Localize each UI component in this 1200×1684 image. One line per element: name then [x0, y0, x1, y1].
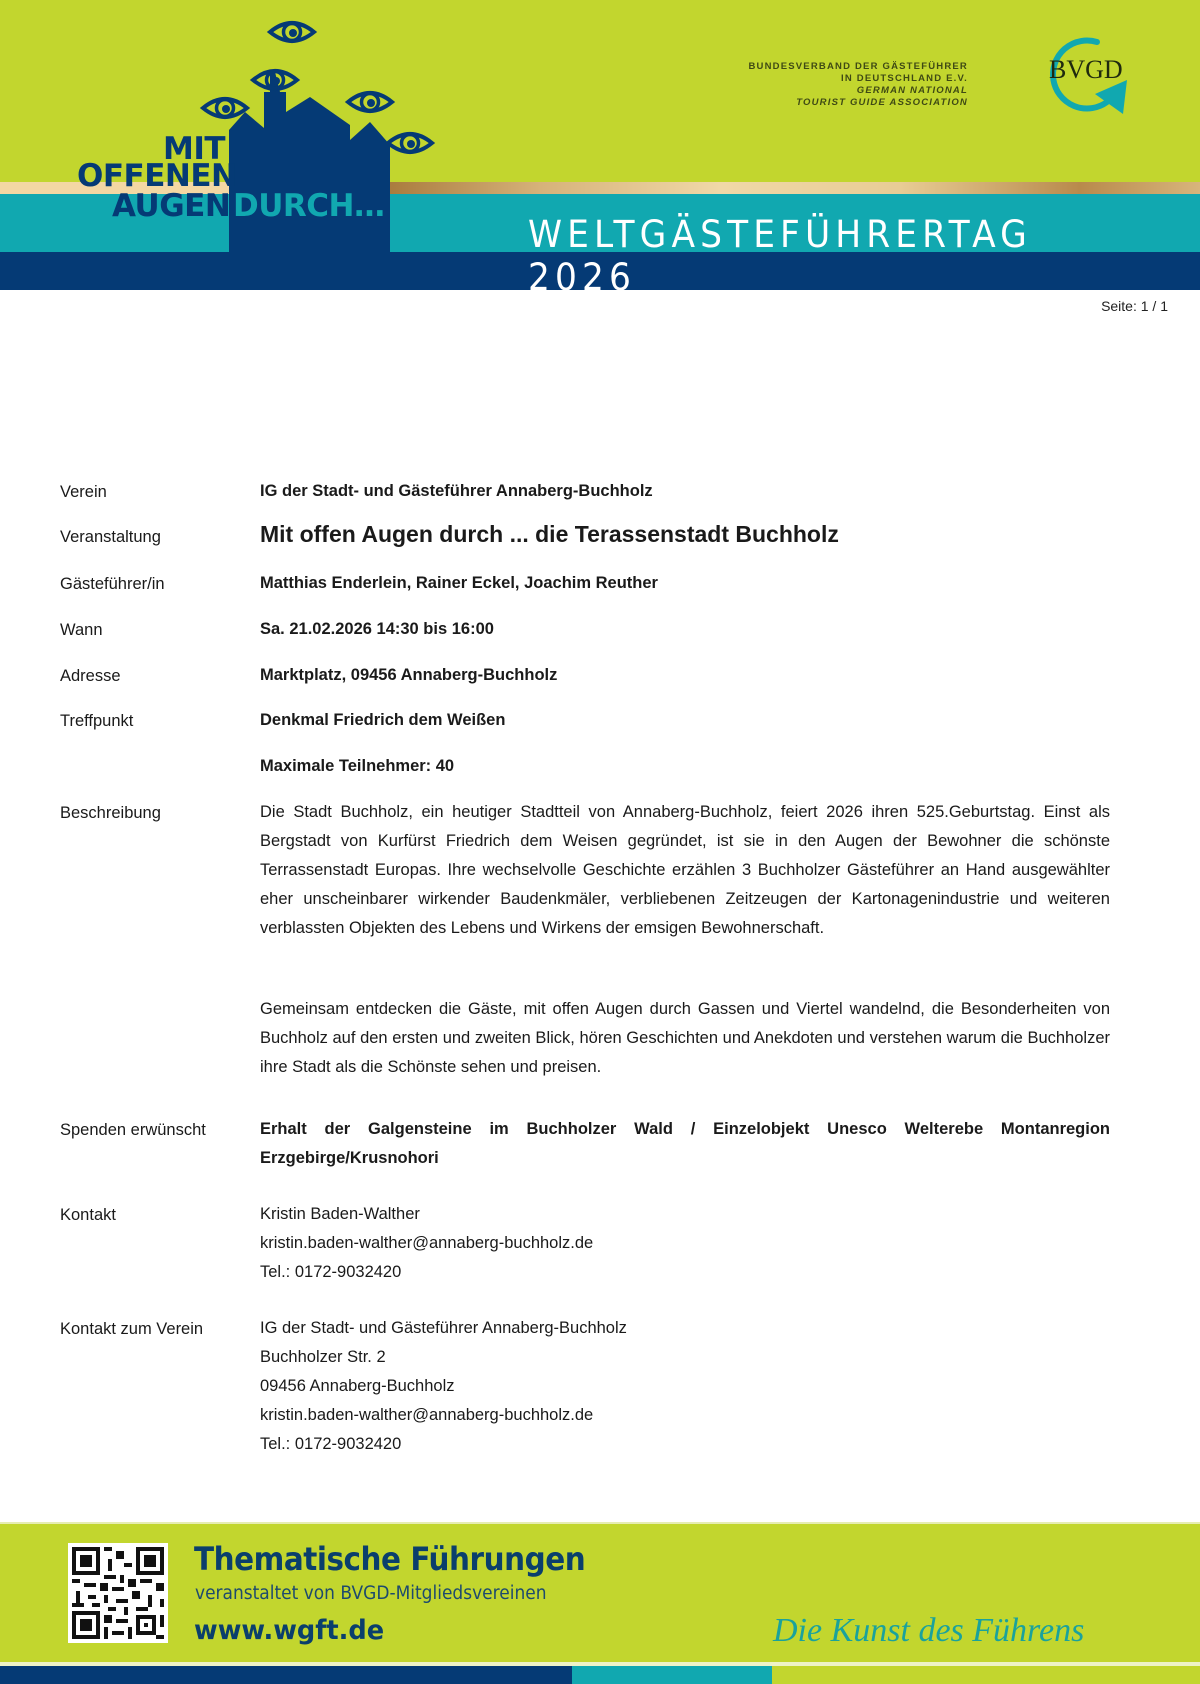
contact-name: Kristin Baden-Walther	[260, 1205, 420, 1223]
value-wann: Sa. 21.02.2026 14:30 bis 16:00	[260, 620, 494, 638]
description-paragraph-1: Die Stadt Buchholz, ein heutiger Stadtteil von Annaberg-Buchholz, feiert 2026 ihren 525.Geburtstag. Einst als Bergstadt von Kurfürst Friedrich dem Weisen gegründet, ist sie in den Augen der Bewohner die schönste Terrassenstadt Europas. Ihre wechselvolle Geschichte erzählen 3 Buchholzer Gästeführer an Hand ausgewählter eher unscheinbarer wirkender Baudenkmäler, verbliebenen Zeitzeugen der Kartonagenindustrie und weiteren verblassten Objekten des Lebens und Wirkens der emsigen Bewohnerschaft.	[260, 803, 1110, 937]
label-wann: Wann	[60, 621, 103, 639]
label-spenden: Spenden erwünscht	[60, 1121, 206, 1139]
value-kontakt-verein	[260, 1314, 1110, 1459]
value-adresse: Marktplatz, 09456 Annaberg-Buchholz	[260, 666, 558, 684]
footer-title: Thematische Führungen	[194, 1540, 586, 1578]
club-email-link[interactable]: kristin.baden-walther@annaberg-buchholz.de	[260, 1406, 594, 1424]
footer-bar-lime	[772, 1666, 1200, 1684]
svg-text:BVGD: BVGD	[1049, 55, 1123, 84]
contact-email-link[interactable]: kristin.baden-walther@annaberg-buchholz.de	[260, 1234, 594, 1252]
footer-website-link[interactable]: www.wgft.de	[194, 1615, 385, 1646]
header-banner	[0, 0, 1200, 290]
association-name	[748, 61, 968, 109]
footer-subtitle: veranstaltet von BVGD-Mitgliedsvereinen	[195, 1583, 547, 1604]
footer-bar-teal	[572, 1666, 772, 1684]
footer-slogan: Die Kunst des Führens	[773, 1612, 1085, 1649]
value-max-teilnehmer: Maximale Teilnehmer: 40	[260, 757, 455, 775]
label-beschreibung: Beschreibung	[60, 804, 161, 822]
page-number: Seite: 1 / 1	[1101, 298, 1168, 314]
association-line-1: BUNDESVERBAND DER GÄSTEFÜHRER	[748, 61, 968, 72]
label-gaestefuehrer: Gästeführer/in	[60, 575, 165, 593]
footer-bar-navy	[0, 1666, 572, 1684]
contact-phone: Tel.: 0172-9032420	[260, 1263, 402, 1281]
bvgd-logo-icon	[1035, 36, 1135, 116]
value-verein: IG der Stadt- und Gästeführer Annaberg-Buchholz	[260, 482, 653, 500]
club-city: 09456 Annaberg-Buchholz	[260, 1377, 455, 1395]
value-treffpunkt: Denkmal Friedrich dem Weißen	[260, 711, 506, 729]
logo-text-augen: AUGEN	[112, 188, 231, 224]
label-kontakt: Kontakt	[60, 1206, 116, 1224]
label-adresse: Adresse	[60, 667, 121, 685]
value-veranstaltung: Mit offen Augen durch ... die Terassenstadt Buchholz	[260, 521, 839, 547]
qr-code-icon[interactable]	[68, 1543, 168, 1643]
label-veranstaltung: Veranstaltung	[60, 528, 161, 546]
event-title: WELTGÄSTEFÜHRERTAG 2026	[528, 213, 1032, 290]
label-kontakt-verein: Kontakt zum Verein	[60, 1320, 204, 1338]
label-verein: Verein	[60, 483, 107, 501]
label-treffpunkt: Treffpunkt	[60, 712, 134, 730]
value-gaestefuehrer: Matthias Enderlein, Rainer Eckel, Joachim Reuther	[260, 574, 658, 592]
club-name: IG der Stadt- und Gästeführer Annaberg-Buchholz	[260, 1319, 627, 1337]
association-line-4: TOURIST GUIDE ASSOCIATION	[796, 97, 968, 108]
club-phone: Tel.: 0172-9032420	[260, 1435, 402, 1453]
club-street: Buchholzer Str. 2	[260, 1348, 386, 1366]
association-line-3: GERMAN NATIONAL	[856, 85, 968, 96]
association-line-2: IN DEUTSCHLAND E.V.	[841, 73, 968, 84]
value-kontakt	[260, 1200, 1110, 1287]
logo-text-offenen: OFFENEN	[77, 158, 237, 194]
value-spenden: Erhalt der Galgensteine im Buchholzer Wald / Einzelobjekt Unesco Welterebe Montanregion Erzgebirge/Krusnohori	[260, 1120, 1110, 1167]
logo-text-mit: MIT	[163, 131, 226, 167]
logo-text-durch: DURCH…	[233, 188, 385, 224]
description-paragraph-2: Gemeinsam entdecken die Gäste, mit offen Augen durch Gassen und Viertel wandelnd, die Besonderheiten von Buchholz auf den ersten und zweiten Blick, hören Geschichten und Anekdoten und verstehen warum die Buchholzer ihre Stadt als die Schönste sehen und preisen.	[260, 1000, 1110, 1076]
